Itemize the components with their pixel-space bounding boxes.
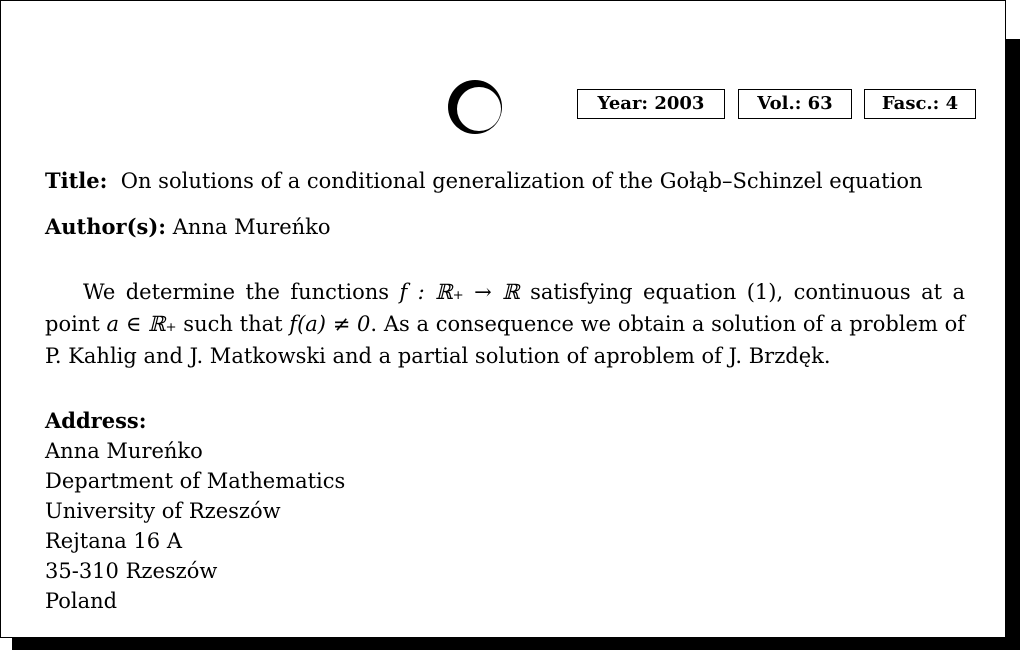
abstract-part: . As a consequence we obtain a solution of a problem of P. Kahlig and J. Matkowski and a partial solution of aproblem of J. Brzdęk. [45, 312, 965, 368]
address-line: 35-310 Rzeszów [45, 559, 218, 583]
abstract-math: a ∈ ℝ₊ [106, 312, 177, 336]
paper-title: On solutions of a conditional generalization of the Gołąb–Schinzel equation [120, 169, 923, 193]
abstract-math: f : ℝ₊ → ℝ [399, 280, 520, 304]
address-block [45, 406, 345, 616]
address-heading: Address: [45, 408, 147, 433]
author-label: Author(s): [45, 214, 167, 239]
address-line: Anna Mureńko [45, 439, 203, 463]
address-line: University of Rzeszów [45, 499, 281, 523]
abstract-math: f(a) ≠ 0 [289, 312, 371, 336]
volume-badge: Vol.: 63 [738, 89, 852, 119]
abstract-part: satisfying equation (1), continuous at a point [45, 280, 966, 336]
address-line: Poland [45, 589, 118, 613]
fascicle-badge: Fasc.: 4 [864, 89, 976, 119]
paper-title-line [45, 168, 923, 193]
abstract-part: We determine the functions [83, 280, 400, 304]
abstract-text [45, 276, 965, 372]
crescent-logo-icon [447, 79, 503, 135]
address-line: Rejtana 16 A [45, 529, 182, 553]
abstract-part: such that [176, 312, 290, 336]
paper-author: Anna Mureńko [172, 215, 331, 239]
paper-author-line [45, 214, 331, 239]
address-line: Department of Mathematics [45, 469, 346, 493]
year-badge: Year: 2003 [577, 89, 725, 119]
title-label: Title: [45, 168, 108, 193]
